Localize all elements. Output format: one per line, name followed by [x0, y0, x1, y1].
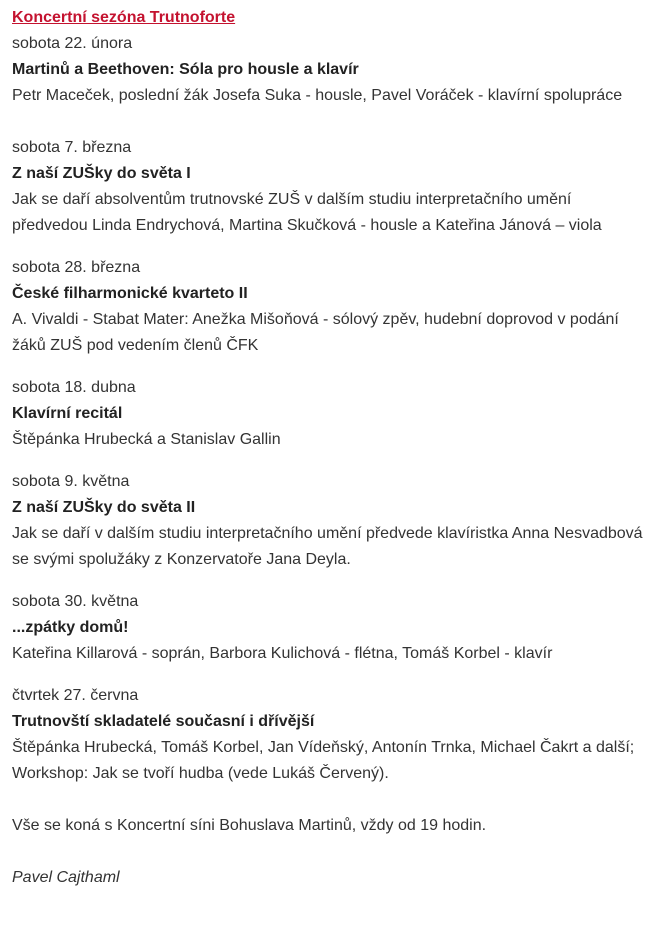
- event-name: České filharmonické kvarteto II: [12, 285, 248, 302]
- event-name: ...zpátky domů!: [12, 619, 129, 636]
- event-description: A. Vivaldi - Stabat Mater: Anežka Mišoňová - sólový zpěv, hudební doprovod v podání žáků ZUŠ pod vedením členů ČFK: [12, 311, 619, 354]
- event-date: sobota 30. května: [12, 593, 139, 610]
- event-item: [12, 469, 643, 573]
- event-date: sobota 28. března: [12, 259, 141, 276]
- event-date: sobota 9. května: [12, 473, 130, 490]
- event-item: [12, 135, 643, 239]
- event-date: sobota 7. března: [12, 139, 132, 156]
- event-description: Petr Maceček, poslední žák Josefa Suka - housle, Pavel Voráček - klavírní spolupráce: [12, 87, 623, 104]
- event-date: sobota 22. února: [12, 35, 133, 52]
- author-signature: Pavel Cajthaml: [12, 869, 120, 886]
- event-description: Štěpánka Hrubecká a Stanislav Gallin: [12, 431, 281, 448]
- event-name: Trutnovští skladatelé současní i dřívější: [12, 713, 315, 730]
- event-description: Jak se daří absolventům trutnovské ZUŠ v dalším studiu interpretačního umění předvedou Linda Endrychová, Martina Skučková - housle a Kateřina Jánová – viola: [12, 191, 602, 234]
- event-name: Z naší ZUŠky do světa I: [12, 165, 191, 182]
- event-name: Martinů a Beethoven: Sóla pro housle a klavír: [12, 61, 359, 78]
- event-name: Klavírní recitál: [12, 405, 123, 422]
- event-item: [12, 31, 643, 109]
- event-date: sobota 18. dubna: [12, 379, 136, 396]
- event-item: [12, 683, 643, 787]
- event-description: Jak se daří v dalším studiu interpretačního umění předvede klavíristka Anna Nesvadbová se svými spolužáky z Konzervatoře Jana Deyla.: [12, 525, 643, 568]
- event-name: Z naší ZUŠky do světa II: [12, 499, 196, 516]
- event-item: [12, 375, 643, 453]
- event-date: čtvrtek 27. června: [12, 687, 139, 704]
- venue-note: Vše se koná s Koncertní síni Bohuslava Martinů, vždy od 19 hodin.: [12, 817, 487, 834]
- event-description: Štěpánka Hrubecká, Tomáš Korbel, Jan Vídeňský, Antonín Trnka, Michael Čakrt a další; Workshop: Jak se tvoří hudba (vede Lukáš Červený).: [12, 739, 635, 782]
- page-title-link[interactable]: Koncertní sezóna Trutnoforte: [12, 9, 236, 26]
- event-item: [12, 589, 643, 667]
- event-item: [12, 255, 643, 359]
- event-description: Kateřina Killarová - soprán, Barbora Kulichová - flétna, Tomáš Korbel - klavír: [12, 645, 553, 662]
